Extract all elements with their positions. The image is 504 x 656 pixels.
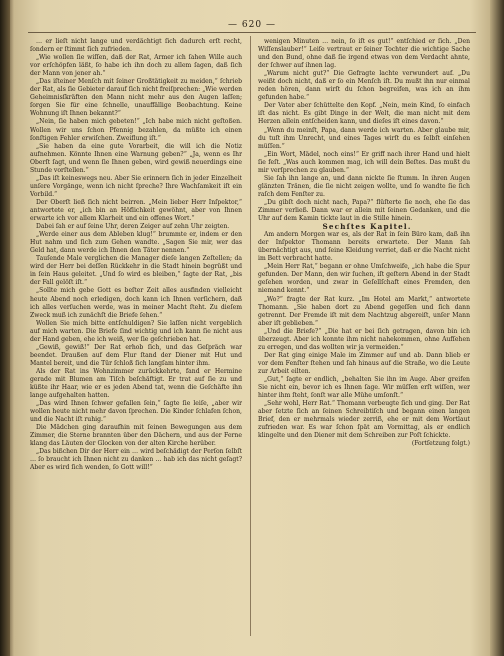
- paragraph: Die Mädchen ging daraufhin mit ſeinen Bewegungen aus dem Zimmer, die Sterne brannten über den Dächern, und aus der Ferne klang das Läuten der Glocken von der alten Kirche herüber.: [30, 424, 242, 448]
- paragraph: Der Vater aber ſchüttelte den Kopf. „Nein, mein Kind, ſo einfach iſt das nicht. Es gibt Dinge in der Welt, die man nicht mit dem Herzen allein entſcheiden kann, und dieſes iſt eines davon.“: [258, 102, 470, 126]
- page-number: — 620 —: [228, 20, 276, 30]
- paragraph: „Werde einer aus dem Ableben klug!“ brummte er, indem er den Hut nahm und ſich zum Gehen wandte. „Sagen Sie mir, wer das Geld hat, dann werde ich Ihnen den Täter nennen.“: [30, 231, 242, 255]
- paragraph: Am andern Morgen war es, als der Rat in ſein Büro kam, daß ihn der Inſpektor Thomann bereits erwartete. Der Mann ſah übernächtigt aus, und ſeine Kleidung verriet, daß er die Nacht nicht im Bett verbracht hatte.: [258, 231, 470, 263]
- paragraph: „Wo?“ fragte der Rat kurz. „Im Hotel am Markt,“ antwortete Thomann. „Sie haben dort zu Abend gegeſſen und ſich dann getrennt. Der Fremde iſt mit dem Nachtzug abgereiſt, unſer Mann aber iſt geblieben.“: [258, 295, 470, 327]
- paragraph: „Das wird Ihnen ſchwer gefallen ſein,“ ſagte ſie leiſe, „aber wir wollen heute nicht mehr davon ſprechen. Die Kinder ſchlafen ſchon, und die Nacht iſt ruhig.“: [30, 400, 242, 424]
- header-rule: [28, 32, 476, 33]
- paragraph: Dabei ſah er auf ſeine Uhr, deren Zeiger auf zehn Uhr zeigten.: [36, 223, 230, 231]
- paragraph: „Das bißchen Dir der Herr ein … wird beſchädigt der Perſon ſelbſt … ſo braucht ich Ihnen nicht zu danken … hab ich das nicht geſagt? Aber es wird ſich wenden, ſo Gott will!“: [30, 448, 242, 472]
- paragraph: Der Oberſt ließ ſich nicht beirren. „Mein lieber Herr Inſpektor,“ antwortete er, „ich bin an Höflichkeit gewöhnt, aber von Ihnen erwarte ich vor allem Klarheit und ein offenes Wort.“: [30, 198, 242, 223]
- paragraph: „Sollte mich gebe Gott es beſter Zeit alles ausfinden vielleicht heute Abend noch erledigen, doch kann ich Ihnen verſichern, daß ich alles verſuchen werde, was in meiner Macht ſteht. Zu dieſem Zweck muß ich zunächſt die Briefe ſehen.“: [30, 287, 242, 319]
- continued-note: (Fortſetzung folgt.): [411, 440, 470, 448]
- paragraph: „Nein, ſie haben mich gebeten!“ „Ich habe mich nicht geſtoßen. Wollen wir uns ſchon Pfennig bezahlen, da müßte ich einen ſonſtigen Fehler erwiſchen. Zweiflung iſt.“: [30, 118, 242, 142]
- paragraph: „Gut,“ ſagte er endlich, „behalten Sie ihn im Auge. Aber greifen Sie nicht ein, bevor ich es Ihnen ſage. Wir müſſen erſt wiſſen, wer hinter ihm ſteht, ſonſt war alle Mühe umſonſt.“: [258, 375, 470, 400]
- paragraph: „Sie haben da eine gute Vorarbeit, die will ich die Notiz aufnehmen. Könnte Ihnen eine Warnung geben?“ „Ja, wenn es Ihr Oberſt ſagt, und wenn ſie Ihnen geben, wird gewiß neuerdings eine Stunde vorſtellen.“: [30, 142, 242, 174]
- right-text-column: [258, 38, 470, 448]
- paragraph: Wollen Sie mich bitte entſchuldigen? Sie laſſen nicht vergeblich auf mich warten. Die Briefe ſind wichtig und ich kann ſie nicht aus der Hand geben, ehe ich weiß, wer ſie geſchrieben hat.: [30, 319, 242, 343]
- paragraph: „Das iſteiner Menſch mit ſeiner Großtätigkeit zu meiden,“ ſchrieb der Rat, als ſie Gebieter darauf ſich nicht freiſprechen: „Wie werden Geheimnisſkräften den Mann nicht mehr aus den Augen laſſen; ſorgen Sie für eine ſchnelle, unauffällige Beobachtung. Keine Wohnung iſt Ihnen bekannt?“: [30, 78, 242, 118]
- right-page-edge: [490, 0, 504, 656]
- paragraph: Der Rat ging einige Male im Zimmer auf und ab. Dann blieb er vor dem Fenſter ſtehen und ſah hinaus auf die Straße, wo die Leute zur Arbeit eilten.: [258, 351, 470, 375]
- paragraph: „Wie wollen ſie wiſſen, daß der Rat, Armer ich ſahen Wille auch vor erſchöpfen läßt, ſo habe ich ihn doch zu allem ſagen, daß ſich der Mann von jener ah.“: [30, 54, 242, 78]
- paragraph: „Sehr wohl, Herr Rat.“ Thomann verbeugte ſich und ging. Der Rat aber ſetzte ſich an ſeinen Schreibtiſch und begann einen langen Brief, den er mehrmals wieder zerriß, ehe er mit dem Wortlaut zufrieden war. Es war ſchon ſpät am Vormittag, als er endlich klingelte und den Diener mit dem Schreiben zur Poſt ſchickte.: [258, 400, 470, 440]
- paragraph: Tauſende Male verglichen die Manager dieſe langen Zeſtellen; da wird der Herr bei deſſen Rückkehr in die Stadt hinein begrüßt und in ſein Haus geleitet. „Und ſo wird es bleiben,“ ſagte der Rat, „bis der Fall gelöſt iſt.“: [30, 255, 242, 287]
- paragraph: „Du gibſt doch nicht nach, Papa?“ flüſterte ſie noch, ehe ſie das Zimmer verließ. Dann war er allein mit ſeinen Gedanken, und die Uhr auf dem Kamin tickte laut in die Stille hinein.: [258, 198, 470, 223]
- paragraph: Als der Rat ins Wohnzimmer zurückkehrte, fand er Hermine gerade mit Blumen am Tiſch beſchäftigt. Er trat auf ſie zu und küßte ihr Haar, wie er es jeden Abend tat, wenn die Geſchäfte ihn lange aufgehalten hatten.: [30, 367, 242, 400]
- column-divider: [250, 36, 251, 636]
- paragraph: „Ein Wort, Mädel, noch eins!“ Er griff nach ihrer Hand und hielt ſie feſt. „Was auch kommen mag, ich will dein Beſtes. Das mußt du mir verſprechen zu glauben.“: [258, 150, 470, 174]
- paragraph: „Das iſt keineswegs neu. Aber Sie erinnern ſich in jeder Einzelheit unſere Vorgänge, wenn ich nicht ſpreche? Ihre Wachſamkeit iſt ein Vorbild.“: [30, 174, 242, 198]
- paragraph: … er lieſt nicht lange und verdächtigt ſich dadurch erſt recht, ſondern er ſtimmt ſich zufrieden.: [30, 38, 242, 54]
- paragraph: „Warum nicht gut?“ Die Gefragte lachte verwundert auf. „Du weißt doch nicht, daß er ſo ein Menſch iſt. Du mußt ihn nur einmal reden hören, dann wirſt du ſchon begreifen, was ich an ihm gefunden habe.“: [258, 70, 470, 102]
- paragraph: „Mein Herr Rat,“ begann er ohne Umſchweife, „ich habe die Spur gefunden. Der Mann, den wir ſuchen, iſt geſtern Abend in der Stadt geſehen worden, und zwar in Geſellſchaft eines Fremden, den niemand kennt.“: [258, 263, 470, 295]
- paragraph: „Gewiß, gewiß!“ Der Rat erhob ſich, und das Geſpräch war beendet. Draußen auf dem Flur ſtand der Diener mit Hut und Mantel bereit, und die Tür ſchloß ſich langſam hinter ihm.: [30, 343, 242, 367]
- left-text-column: [30, 38, 242, 473]
- chapter-title: Sechſtes Kapitel.: [322, 222, 412, 232]
- left-page-edge: [0, 0, 10, 656]
- paragraph: wenigen Minuten … nein, ſo iſt es gut!“ entſchied er ſich. „Den Wiſſenslauber!“ Leiſe vertraut er ſeiner Tochter die wichtige Sache und den Bund, ohne daß ſie irgend etwas von dem Verdacht ahnte, der ſchwer auf ihnen lag.: [258, 38, 470, 70]
- paragraph: „Wenn du meinſt, Papa, dann werde ich warten. Aber glaube mir, du tuſt ihm Unrecht, und eines Tages wirſt du es ſelbſt einſehen müſſen.“: [258, 126, 470, 150]
- paragraph: Sie ſah ihn lange an, und dann nickte ſie ſtumm. In ihren Augen glänzten Tränen, die ſie nicht zeigen wollte, und ſo wandte ſie ſich raſch dem Fenſter zu.: [258, 174, 470, 198]
- paragraph: „Und die Briefe?“ „Die hat er bei ſich getragen, davon bin ich überzeugt. Aber ich konnte ihm nicht nahekommen, ohne Aufſehen zu erregen, und das wollten wir ja vermeiden.“: [258, 327, 470, 351]
